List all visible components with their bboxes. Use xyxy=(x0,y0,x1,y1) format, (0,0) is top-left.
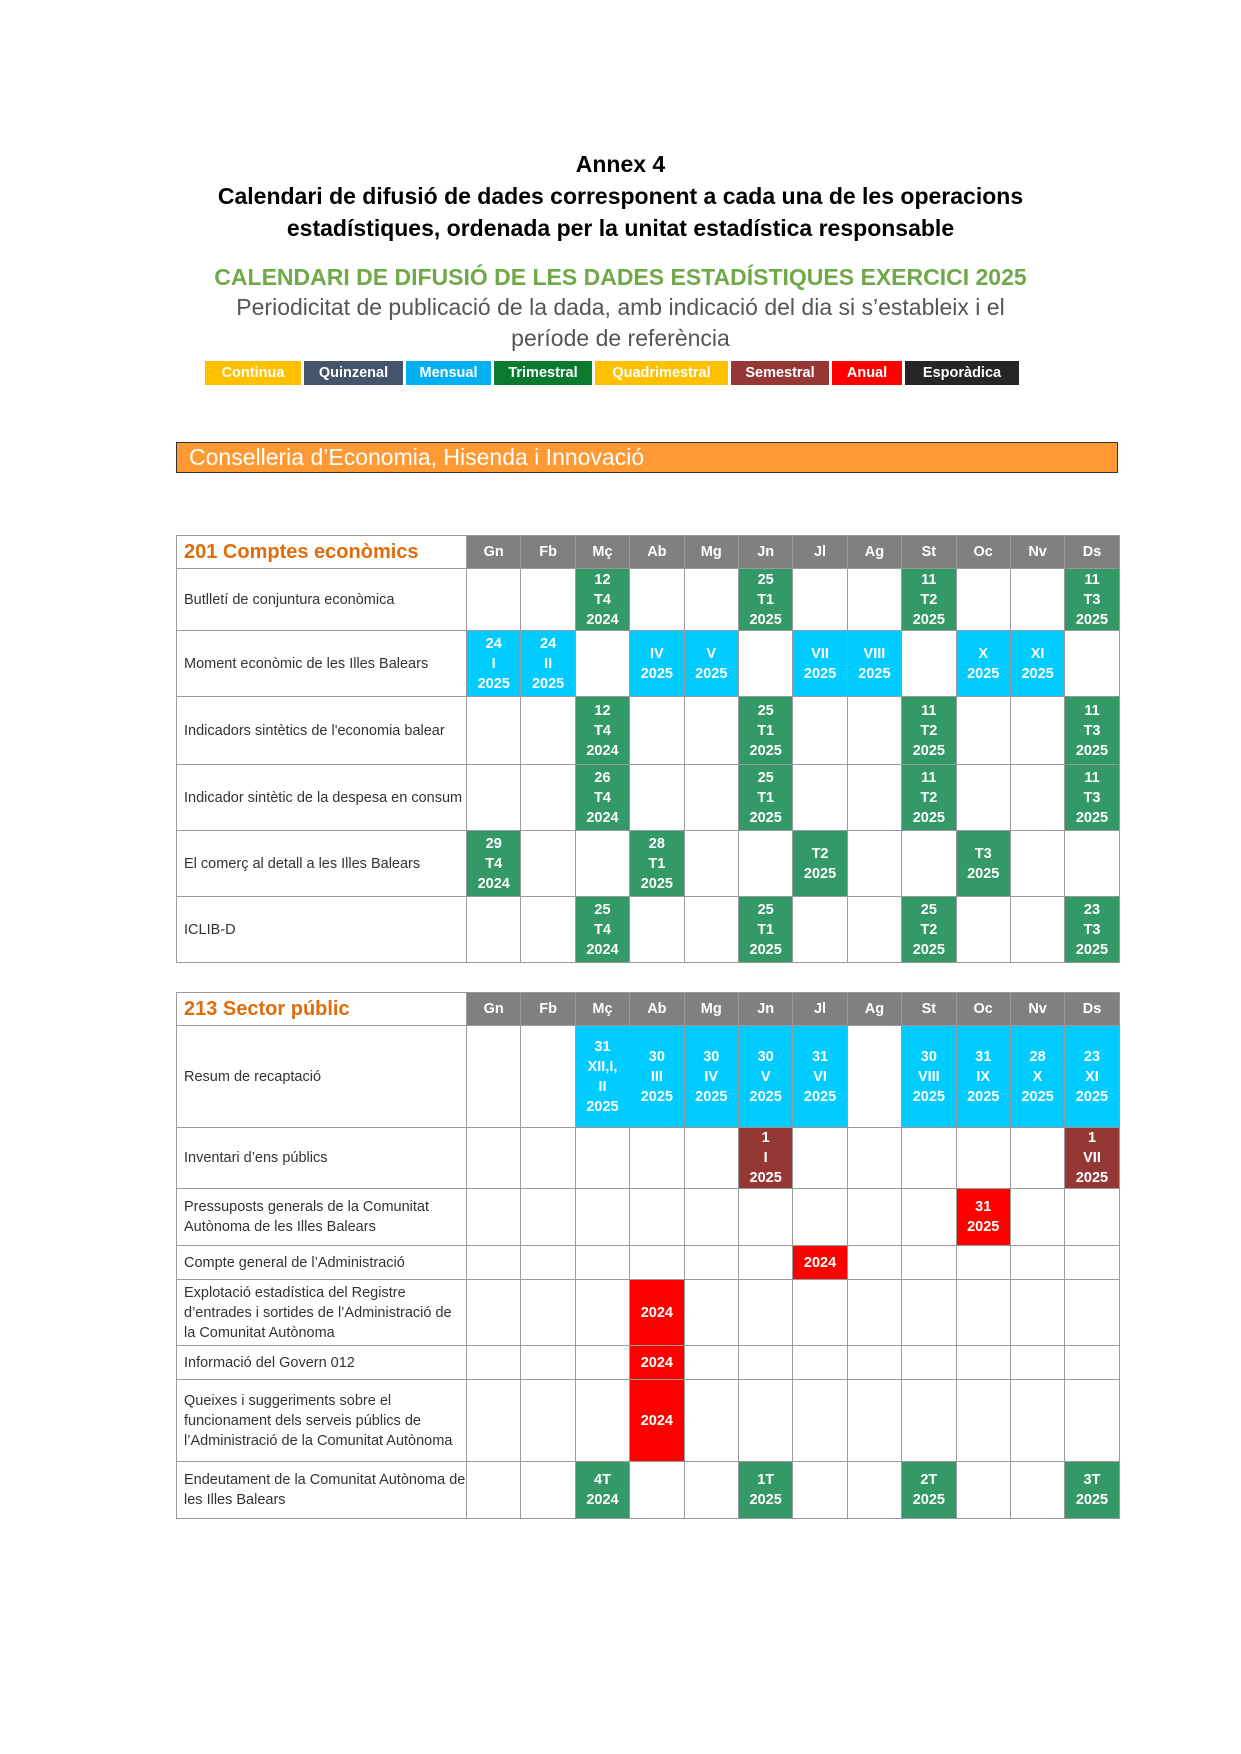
empty-cell xyxy=(630,697,684,765)
empty-cell xyxy=(956,569,1010,631)
month-header: Nv xyxy=(1010,536,1064,569)
empty-cell xyxy=(1010,569,1064,631)
empty-cell xyxy=(467,765,521,831)
empty-cell xyxy=(684,1246,738,1280)
empty-cell xyxy=(847,831,901,897)
release-cell: 30 VIII 2025 xyxy=(902,1026,956,1128)
month-header: Oc xyxy=(956,536,1010,569)
release-cell: 24 I 2025 xyxy=(467,631,521,697)
empty-cell xyxy=(630,1189,684,1246)
month-header: Jl xyxy=(793,993,847,1026)
empty-cell xyxy=(467,1462,521,1519)
empty-cell xyxy=(902,831,956,897)
empty-cell xyxy=(575,631,629,697)
empty-cell xyxy=(1010,765,1064,831)
table-row xyxy=(177,897,1120,963)
empty-cell xyxy=(684,1189,738,1246)
empty-cell xyxy=(575,1346,629,1380)
empty-cell xyxy=(467,569,521,631)
empty-cell xyxy=(630,1246,684,1280)
release-cell: 25 T1 2025 xyxy=(738,697,792,765)
empty-cell xyxy=(630,569,684,631)
empty-cell xyxy=(1010,1280,1064,1346)
table-row xyxy=(177,1026,1120,1128)
release-cell: 11 T3 2025 xyxy=(1065,765,1119,831)
empty-cell xyxy=(1065,1246,1119,1280)
release-cell: 30 III 2025 xyxy=(630,1026,684,1128)
table-row xyxy=(177,765,1120,831)
release-cell: 30 V 2025 xyxy=(738,1026,792,1128)
empty-cell xyxy=(956,1346,1010,1380)
empty-cell xyxy=(575,1380,629,1462)
month-header: Mg xyxy=(684,536,738,569)
empty-cell xyxy=(738,1280,792,1346)
release-cell: XI 2025 xyxy=(1010,631,1064,697)
empty-cell xyxy=(847,1128,901,1189)
release-cell: 11 T3 2025 xyxy=(1065,697,1119,765)
table-row xyxy=(177,569,1120,631)
empty-cell xyxy=(1010,1246,1064,1280)
release-cell: 2024 xyxy=(630,1380,684,1462)
empty-cell xyxy=(793,1128,847,1189)
release-cell: 30 IV 2025 xyxy=(684,1026,738,1128)
empty-cell xyxy=(521,765,575,831)
release-cell: T3 2025 xyxy=(956,831,1010,897)
empty-cell xyxy=(956,1128,1010,1189)
annex-title-line2: estadístiques, ordenada per la unitat estadística responsable xyxy=(286,215,955,241)
empty-cell xyxy=(1065,1380,1119,1462)
table-header-row xyxy=(177,993,1120,1026)
table-header-row xyxy=(177,536,1120,569)
release-cell: 2024 xyxy=(630,1346,684,1380)
empty-cell xyxy=(467,897,521,963)
release-cell: IV 2025 xyxy=(630,631,684,697)
table-comptes-economics xyxy=(176,535,1120,963)
empty-cell xyxy=(684,1280,738,1346)
operation-name: Moment econòmic de les Illes Balears xyxy=(177,631,467,697)
empty-cell xyxy=(847,765,901,831)
release-cell: 31 IX 2025 xyxy=(956,1026,1010,1128)
empty-cell xyxy=(793,569,847,631)
legend-item-anual: Anual xyxy=(832,361,902,385)
table-row xyxy=(177,1346,1120,1380)
release-cell: 25 T2 2025 xyxy=(902,897,956,963)
empty-cell xyxy=(467,1280,521,1346)
calendar-title: CALENDARI DE DIFUSIÓ DE LES DADES ESTADÍSTIQUES EXERCICI 2025 xyxy=(214,264,1027,290)
empty-cell xyxy=(684,1346,738,1380)
release-cell: 23 T3 2025 xyxy=(1065,897,1119,963)
operation-name: Endeutament de la Comunitat Autònoma de les Illes Balears xyxy=(177,1462,467,1519)
empty-cell xyxy=(793,897,847,963)
empty-cell xyxy=(902,1189,956,1246)
empty-cell xyxy=(793,697,847,765)
release-cell: 11 T3 2025 xyxy=(1065,569,1119,631)
table-row xyxy=(177,697,1120,765)
table-sector-public xyxy=(176,992,1120,1519)
table-title: 201 Comptes econòmics xyxy=(177,536,467,569)
month-header: Jl xyxy=(793,536,847,569)
operation-name: Compte general de l’Administració xyxy=(177,1246,467,1280)
empty-cell xyxy=(684,1380,738,1462)
empty-cell xyxy=(521,697,575,765)
empty-cell xyxy=(1065,631,1119,697)
empty-cell xyxy=(793,1280,847,1346)
legend-item-mensual: Mensual xyxy=(406,361,491,385)
empty-cell xyxy=(956,1462,1010,1519)
empty-cell xyxy=(575,1189,629,1246)
empty-cell xyxy=(521,1346,575,1380)
empty-cell xyxy=(902,1346,956,1380)
empty-cell xyxy=(630,765,684,831)
release-cell: T2 2025 xyxy=(793,831,847,897)
empty-cell xyxy=(684,1462,738,1519)
release-cell: X 2025 xyxy=(956,631,1010,697)
release-cell: 1 I 2025 xyxy=(738,1128,792,1189)
empty-cell xyxy=(902,1280,956,1346)
month-header: St xyxy=(902,536,956,569)
empty-cell xyxy=(684,897,738,963)
empty-cell xyxy=(847,1280,901,1346)
month-header: Ds xyxy=(1065,536,1119,569)
empty-cell xyxy=(467,697,521,765)
empty-cell xyxy=(847,1462,901,1519)
empty-cell xyxy=(684,569,738,631)
empty-cell xyxy=(956,765,1010,831)
empty-cell xyxy=(738,1189,792,1246)
empty-cell xyxy=(521,569,575,631)
empty-cell xyxy=(1010,1189,1064,1246)
empty-cell xyxy=(684,697,738,765)
annex-label: Annex 4 xyxy=(575,151,666,177)
calendar-subtitle: Periodicitat de publicació de la dada, amb indicació del dia si s’estableix i el període de referència xyxy=(236,294,1005,351)
month-header: Fb xyxy=(521,536,575,569)
empty-cell xyxy=(956,1280,1010,1346)
month-header: Ag xyxy=(847,993,901,1026)
release-cell: 28 X 2025 xyxy=(1010,1026,1064,1128)
operation-name: Queixes i suggeriments sobre el funcionament dels serveis públics de l’Administració de la Comunitat Autònoma xyxy=(177,1380,467,1462)
release-cell: 24 II 2025 xyxy=(521,631,575,697)
table-row xyxy=(177,1189,1120,1246)
periodicity-legend xyxy=(205,361,1022,386)
empty-cell xyxy=(684,765,738,831)
table-row xyxy=(177,1128,1120,1189)
release-cell: 12 T4 2024 xyxy=(575,569,629,631)
empty-cell xyxy=(467,1380,521,1462)
operation-name: ICLIB-D xyxy=(177,897,467,963)
operation-name: Explotació estadística del Registre d’entrades i sortides de l’Administració de la Comunitat Autònoma xyxy=(177,1280,467,1346)
release-cell: 25 T1 2025 xyxy=(738,569,792,631)
operation-name: El comerç al detall a les Illes Balears xyxy=(177,831,467,897)
legend-item-esporàdica: Esporàdica xyxy=(905,361,1019,385)
empty-cell xyxy=(847,1246,901,1280)
legend-item-quinzenal: Quinzenal xyxy=(304,361,403,385)
empty-cell xyxy=(575,1280,629,1346)
release-cell: 2024 xyxy=(793,1246,847,1280)
empty-cell xyxy=(467,1246,521,1280)
release-cell: 1T 2025 xyxy=(738,1462,792,1519)
annex-title-line1: Calendari de difusió de dades corresponent a cada una de les operacions xyxy=(217,183,1024,209)
operation-name: Indicadors sintètics de l'economia balear xyxy=(177,697,467,765)
empty-cell xyxy=(902,1246,956,1280)
release-cell: 31 2025 xyxy=(956,1189,1010,1246)
empty-cell xyxy=(847,897,901,963)
empty-cell xyxy=(575,1128,629,1189)
empty-cell xyxy=(738,1246,792,1280)
month-header: Ag xyxy=(847,536,901,569)
month-header: Gn xyxy=(467,536,521,569)
empty-cell xyxy=(902,1380,956,1462)
empty-cell xyxy=(521,831,575,897)
operation-name: Inventari d’ens públics xyxy=(177,1128,467,1189)
release-cell: 2T 2025 xyxy=(902,1462,956,1519)
month-header: Jn xyxy=(738,993,792,1026)
empty-cell xyxy=(956,897,1010,963)
table-row xyxy=(177,1462,1120,1519)
operation-name: Butlletí de conjuntura econòmica xyxy=(177,569,467,631)
release-cell: 29 T4 2024 xyxy=(467,831,521,897)
release-cell: 25 T4 2024 xyxy=(575,897,629,963)
empty-cell xyxy=(738,1346,792,1380)
empty-cell xyxy=(902,631,956,697)
empty-cell xyxy=(1065,1346,1119,1380)
empty-cell xyxy=(630,897,684,963)
empty-cell xyxy=(847,697,901,765)
release-cell: 31 XII,I, II 2025 xyxy=(575,1026,629,1128)
empty-cell xyxy=(1010,1462,1064,1519)
empty-cell xyxy=(738,631,792,697)
release-cell: VII 2025 xyxy=(793,631,847,697)
empty-cell xyxy=(630,1128,684,1189)
month-header: Fb xyxy=(521,993,575,1026)
release-cell: 12 T4 2024 xyxy=(575,697,629,765)
release-cell: 28 T1 2025 xyxy=(630,831,684,897)
release-cell: 1 VII 2025 xyxy=(1065,1128,1119,1189)
empty-cell xyxy=(630,1462,684,1519)
empty-cell xyxy=(1010,697,1064,765)
release-cell: 4T 2024 xyxy=(575,1462,629,1519)
operation-name: Informació del Govern 012 xyxy=(177,1346,467,1380)
empty-cell xyxy=(1065,1189,1119,1246)
release-cell: 23 XI 2025 xyxy=(1065,1026,1119,1128)
release-cell: 25 T1 2025 xyxy=(738,897,792,963)
table-row xyxy=(177,1380,1120,1462)
empty-cell xyxy=(793,765,847,831)
month-header: Gn xyxy=(467,993,521,1026)
legend-item-continua: Continua xyxy=(205,361,301,385)
annex-heading xyxy=(150,148,1091,244)
empty-cell xyxy=(793,1346,847,1380)
release-cell: 11 T2 2025 xyxy=(902,569,956,631)
table-title: 213 Sector públic xyxy=(177,993,467,1026)
release-cell: VIII 2025 xyxy=(847,631,901,697)
legend-item-semestral: Semestral xyxy=(731,361,829,385)
empty-cell xyxy=(521,897,575,963)
empty-cell xyxy=(521,1189,575,1246)
month-header: Ab xyxy=(630,993,684,1026)
legend-item-trimestral: Trimestral xyxy=(494,361,592,385)
release-cell: 2024 xyxy=(630,1280,684,1346)
empty-cell xyxy=(956,1246,1010,1280)
empty-cell xyxy=(1010,1380,1064,1462)
empty-cell xyxy=(738,831,792,897)
empty-cell xyxy=(467,1026,521,1128)
month-header: St xyxy=(902,993,956,1026)
month-header: Oc xyxy=(956,993,1010,1026)
release-cell: 11 T2 2025 xyxy=(902,697,956,765)
empty-cell xyxy=(467,1346,521,1380)
empty-cell xyxy=(521,1026,575,1128)
empty-cell xyxy=(575,1246,629,1280)
empty-cell xyxy=(521,1246,575,1280)
empty-cell xyxy=(1010,897,1064,963)
month-header: Mg xyxy=(684,993,738,1026)
month-header: Ab xyxy=(630,536,684,569)
empty-cell xyxy=(521,1380,575,1462)
operation-name: Indicador sintètic de la despesa en consum xyxy=(177,765,467,831)
empty-cell xyxy=(738,1380,792,1462)
empty-cell xyxy=(1065,831,1119,897)
empty-cell xyxy=(793,1189,847,1246)
month-header: Mç xyxy=(575,536,629,569)
release-cell: 31 VI 2025 xyxy=(793,1026,847,1128)
empty-cell xyxy=(847,569,901,631)
empty-cell xyxy=(467,1189,521,1246)
empty-cell xyxy=(847,1346,901,1380)
month-header: Nv xyxy=(1010,993,1064,1026)
department-banner: Conselleria d’Economia, Hisenda i Innovació xyxy=(176,442,1118,473)
empty-cell xyxy=(684,831,738,897)
table-row xyxy=(177,1280,1120,1346)
empty-cell xyxy=(521,1280,575,1346)
empty-cell xyxy=(1065,1280,1119,1346)
month-header: Mç xyxy=(575,993,629,1026)
empty-cell xyxy=(467,1128,521,1189)
release-cell: 26 T4 2024 xyxy=(575,765,629,831)
operation-name: Pressuposts generals de la Comunitat Autònoma de les Illes Balears xyxy=(177,1189,467,1246)
month-header: Ds xyxy=(1065,993,1119,1026)
operation-name: Resum de recaptació xyxy=(177,1026,467,1128)
empty-cell xyxy=(956,1380,1010,1462)
empty-cell xyxy=(793,1380,847,1462)
legend-item-quadrimestral: Quadrimestral xyxy=(595,361,728,385)
release-cell: 25 T1 2025 xyxy=(738,765,792,831)
release-cell: 3T 2025 xyxy=(1065,1462,1119,1519)
empty-cell xyxy=(793,1462,847,1519)
release-cell: 11 T2 2025 xyxy=(902,765,956,831)
empty-cell xyxy=(847,1026,901,1128)
empty-cell xyxy=(847,1380,901,1462)
empty-cell xyxy=(521,1128,575,1189)
empty-cell xyxy=(575,831,629,897)
empty-cell xyxy=(847,1189,901,1246)
empty-cell xyxy=(684,1128,738,1189)
empty-cell xyxy=(1010,1346,1064,1380)
release-cell: V 2025 xyxy=(684,631,738,697)
empty-cell xyxy=(1010,1128,1064,1189)
table-row xyxy=(177,831,1120,897)
empty-cell xyxy=(902,1128,956,1189)
empty-cell xyxy=(956,697,1010,765)
empty-cell xyxy=(1010,831,1064,897)
table-row xyxy=(177,631,1120,697)
table-row xyxy=(177,1246,1120,1280)
month-header: Jn xyxy=(738,536,792,569)
empty-cell xyxy=(521,1462,575,1519)
